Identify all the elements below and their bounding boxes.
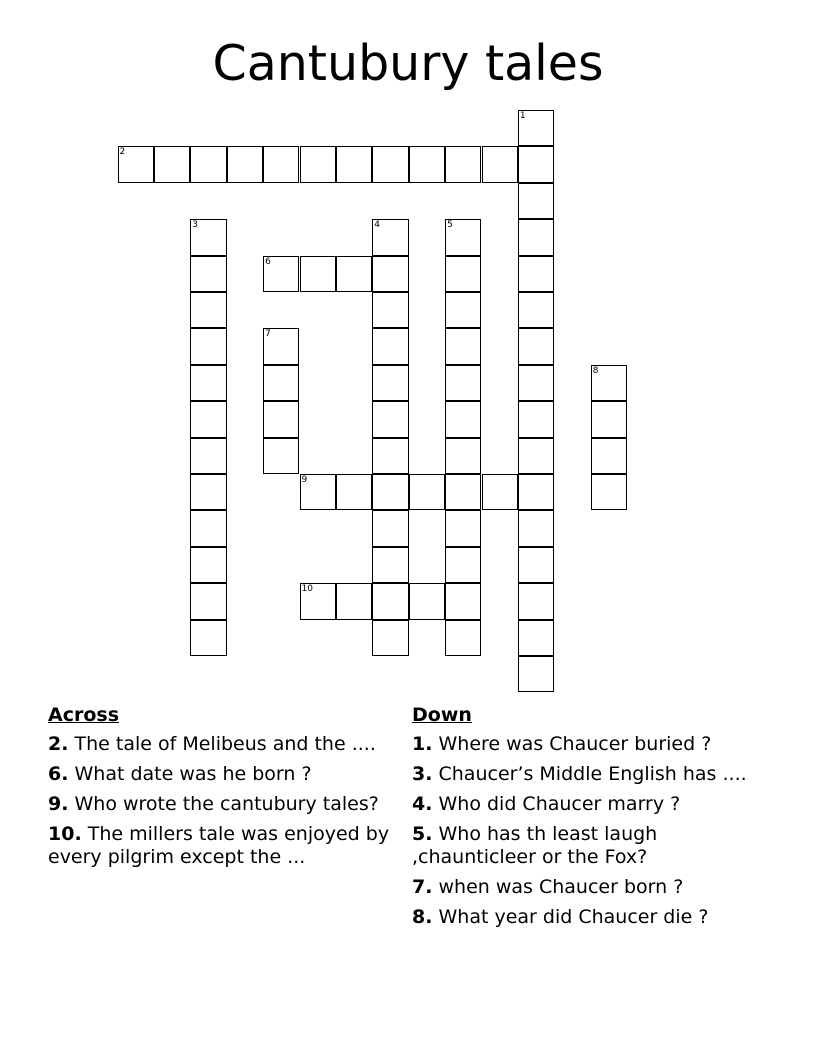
grid-cell[interactable] bbox=[445, 219, 481, 255]
across-heading: Across bbox=[48, 704, 120, 726]
cell-number: 3 bbox=[192, 220, 199, 231]
cell-number: 8 bbox=[592, 365, 599, 376]
grid-cell[interactable] bbox=[372, 256, 408, 292]
clue-across-2 bbox=[48, 733, 398, 756]
grid-cell[interactable] bbox=[263, 146, 299, 182]
grid-cell[interactable] bbox=[190, 365, 226, 401]
grid-cell[interactable] bbox=[372, 219, 408, 255]
puzzle-title: Cantubury tales bbox=[212, 35, 604, 92]
grid-cell[interactable] bbox=[190, 438, 226, 474]
clue-text: Chaucer’s Middle English has .... bbox=[438, 763, 747, 785]
down-heading: Down bbox=[412, 704, 472, 726]
grid-cell[interactable] bbox=[445, 365, 481, 401]
clue-down-3 bbox=[412, 763, 772, 786]
grid-cell[interactable] bbox=[300, 256, 336, 292]
clue-text: What year did Chaucer die ? bbox=[438, 906, 709, 928]
grid-cell[interactable] bbox=[372, 292, 408, 328]
grid-cell[interactable] bbox=[518, 438, 554, 474]
grid-cell[interactable] bbox=[336, 583, 372, 619]
clue-number: 9. bbox=[48, 793, 69, 815]
grid-cell[interactable] bbox=[190, 328, 226, 364]
clue-down-1 bbox=[412, 733, 772, 756]
grid-cell[interactable] bbox=[372, 547, 408, 583]
grid-cell[interactable] bbox=[518, 510, 554, 546]
grid-cell[interactable] bbox=[518, 656, 554, 692]
grid-cell[interactable] bbox=[372, 146, 408, 182]
cell-number: 7 bbox=[265, 329, 271, 340]
grid-cell[interactable] bbox=[591, 401, 627, 437]
grid-cell[interactable] bbox=[482, 474, 518, 510]
grid-cell[interactable] bbox=[190, 292, 226, 328]
grid-cell[interactable] bbox=[336, 146, 372, 182]
grid-cell[interactable] bbox=[445, 328, 481, 364]
grid-cell[interactable] bbox=[300, 583, 336, 619]
grid-cell[interactable] bbox=[518, 620, 554, 656]
cell-number: 2 bbox=[119, 147, 126, 158]
grid-cell[interactable] bbox=[445, 438, 481, 474]
clue-text: Who has th least laugh ,chaunticleer or the Fox? bbox=[412, 823, 658, 868]
cell-number: 6 bbox=[265, 256, 271, 267]
grid-cell[interactable] bbox=[445, 401, 481, 437]
grid-cell[interactable] bbox=[190, 583, 226, 619]
cell-number: 10 bbox=[301, 584, 313, 595]
grid-cell[interactable] bbox=[118, 146, 154, 182]
grid-cell[interactable] bbox=[372, 510, 408, 546]
grid-cell[interactable] bbox=[482, 146, 518, 182]
grid-cell[interactable] bbox=[518, 547, 554, 583]
clue-text: Where was Chaucer buried ? bbox=[438, 733, 712, 755]
grid-cell[interactable] bbox=[518, 365, 554, 401]
grid-cell[interactable] bbox=[445, 292, 481, 328]
grid-cell[interactable] bbox=[263, 438, 299, 474]
clue-number: 8. bbox=[412, 906, 433, 928]
grid-cell[interactable] bbox=[518, 110, 554, 146]
clue-number: 1. bbox=[412, 733, 433, 755]
grid-cell[interactable] bbox=[445, 474, 481, 510]
clue-across-9 bbox=[48, 793, 398, 816]
clue-number: 5. bbox=[412, 823, 433, 845]
grid-cell[interactable] bbox=[518, 256, 554, 292]
grid-cell[interactable] bbox=[591, 474, 627, 510]
grid-cell[interactable] bbox=[518, 183, 554, 219]
grid-cell[interactable] bbox=[372, 365, 408, 401]
grid-cell[interactable] bbox=[518, 292, 554, 328]
grid-cell[interactable] bbox=[190, 401, 226, 437]
grid-cell[interactable] bbox=[445, 510, 481, 546]
grid-cell[interactable] bbox=[591, 438, 627, 474]
cell-number: 9 bbox=[301, 475, 308, 485]
clue-text: The tale of Melibeus and the .... bbox=[74, 733, 376, 755]
grid-cell[interactable] bbox=[445, 547, 481, 583]
clue-down-5 bbox=[412, 823, 772, 869]
down-clues bbox=[412, 703, 772, 936]
clue-text: Who wrote the cantubury tales? bbox=[74, 793, 379, 815]
clue-across-10 bbox=[48, 823, 398, 869]
grid-cell[interactable] bbox=[190, 474, 226, 510]
cell-number: 4 bbox=[374, 220, 381, 231]
grid-cell[interactable] bbox=[227, 146, 263, 182]
clue-text: The millers tale was enjoyed by every pilgrim except the ... bbox=[48, 823, 390, 868]
cell-number: 5 bbox=[447, 220, 453, 231]
across-clues bbox=[48, 703, 398, 876]
grid-cell[interactable] bbox=[518, 146, 554, 182]
clue-down-4 bbox=[412, 793, 772, 816]
grid-cell[interactable] bbox=[372, 620, 408, 656]
grid-cell[interactable] bbox=[263, 401, 299, 437]
grid-cell[interactable] bbox=[190, 256, 226, 292]
grid-cell[interactable] bbox=[445, 146, 481, 182]
grid-cell[interactable] bbox=[263, 256, 299, 292]
grid-cell[interactable] bbox=[300, 474, 336, 510]
grid-cell[interactable] bbox=[409, 146, 445, 182]
cell-number: 1 bbox=[519, 111, 526, 121]
grid-cell[interactable] bbox=[409, 474, 445, 510]
grid-cell[interactable] bbox=[190, 219, 226, 255]
grid-cell[interactable] bbox=[190, 620, 226, 656]
grid-cell[interactable] bbox=[372, 401, 408, 437]
clue-across-6 bbox=[48, 763, 398, 786]
grid-cell[interactable] bbox=[518, 474, 554, 510]
clue-text: when was Chaucer born ? bbox=[438, 876, 684, 898]
grid-cell[interactable] bbox=[445, 256, 481, 292]
grid-cell[interactable] bbox=[372, 438, 408, 474]
grid-cell[interactable] bbox=[190, 547, 226, 583]
grid-cell[interactable] bbox=[263, 365, 299, 401]
clue-number: 4. bbox=[412, 793, 433, 815]
grid-cell[interactable] bbox=[154, 146, 190, 182]
grid-cell[interactable] bbox=[263, 328, 299, 364]
clue-number: 3. bbox=[412, 763, 433, 785]
grid-cell[interactable] bbox=[409, 583, 445, 619]
clue-down-8 bbox=[412, 906, 772, 929]
grid-cell[interactable] bbox=[372, 474, 408, 510]
clue-text: Who did Chaucer marry ? bbox=[438, 793, 681, 815]
grid-cell[interactable] bbox=[518, 219, 554, 255]
clue-number: 7. bbox=[412, 876, 433, 898]
grid-cell[interactable] bbox=[518, 328, 554, 364]
grid-cell[interactable] bbox=[300, 146, 336, 182]
grid-cell[interactable] bbox=[445, 583, 481, 619]
grid-cell[interactable] bbox=[591, 365, 627, 401]
clue-number: 6. bbox=[48, 763, 69, 785]
clue-number: 2. bbox=[48, 733, 69, 755]
grid-cell[interactable] bbox=[372, 328, 408, 364]
grid-cell[interactable] bbox=[336, 256, 372, 292]
clue-down-7 bbox=[412, 876, 772, 899]
grid-cell[interactable] bbox=[336, 474, 372, 510]
clue-number: 10. bbox=[48, 823, 82, 845]
grid-cell[interactable] bbox=[372, 583, 408, 619]
grid-cell[interactable] bbox=[518, 583, 554, 619]
grid-cell[interactable] bbox=[190, 146, 226, 182]
grid-cell[interactable] bbox=[518, 401, 554, 437]
grid-cell[interactable] bbox=[445, 620, 481, 656]
clue-text: What date was he born ? bbox=[74, 763, 312, 785]
grid-cell[interactable] bbox=[190, 510, 226, 546]
